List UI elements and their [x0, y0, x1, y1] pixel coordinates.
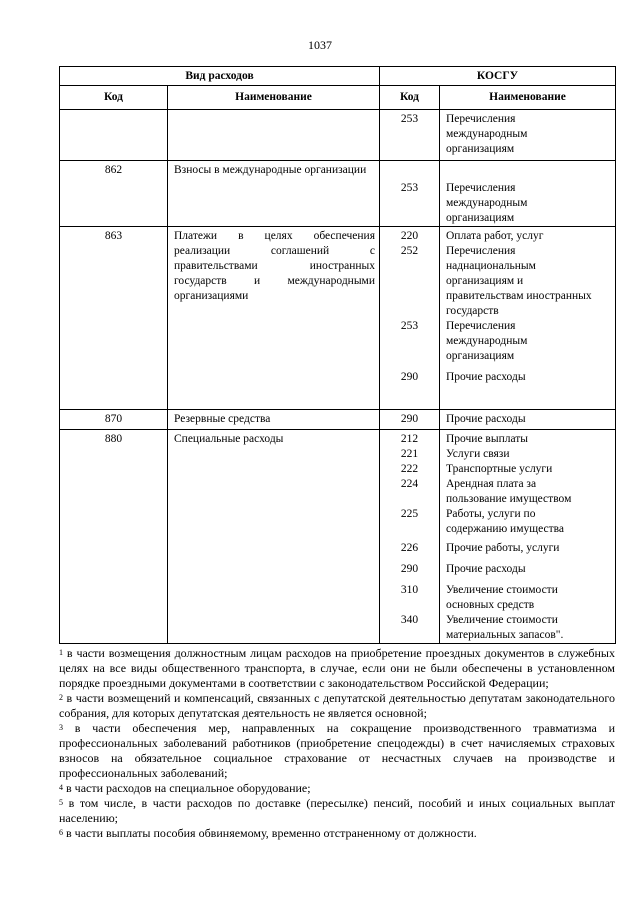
footnote-mark: 5 [59, 798, 63, 807]
kosgu-code: 252 [400, 245, 419, 257]
kosgu-name-cell [440, 110, 616, 161]
kosgu-name-line: Перечисления [446, 113, 516, 125]
footnote-mark: 1 [59, 648, 63, 657]
kosgu-code: 290 [400, 371, 419, 383]
kosgu-name-line: Прочие расходы [446, 413, 526, 425]
kosgu-code: 212 [400, 433, 419, 445]
kosgu-name-line: Перечисления [446, 320, 516, 332]
header-code: Код [60, 86, 168, 110]
kosgu-name-cell [440, 410, 616, 430]
kosgu-code-cell [380, 110, 440, 161]
kosgu-code: 253 [400, 113, 419, 125]
expense-name [168, 110, 380, 161]
expense-code [60, 110, 168, 161]
kosgu-code: 253 [400, 182, 419, 194]
kosgu-code: 253 [400, 320, 419, 332]
kosgu-code: 224 [400, 478, 419, 490]
kosgu-name-cell [440, 161, 616, 227]
footnote [59, 646, 615, 691]
header-name: Наименование [168, 86, 380, 110]
kosgu-code: 220 [400, 230, 419, 242]
kosgu-name-line: Прочие расходы [446, 563, 526, 575]
kosgu-code-cell [380, 430, 440, 644]
expense-classification-table [59, 66, 616, 644]
kosgu-code-cell [380, 410, 440, 430]
kosgu-name-line: правительствам иностранных [446, 290, 592, 302]
kosgu-name-line: содержанию имущества [446, 523, 564, 535]
footnote [59, 781, 615, 796]
kosgu-code: 225 [400, 508, 419, 520]
kosgu-code: 226 [400, 542, 419, 554]
kosgu-name-line: Прочие работы, услуги [446, 542, 560, 554]
kosgu-name-line: международным [446, 335, 528, 347]
kosgu-name-line: международным [446, 197, 528, 209]
kosgu-name-line: Прочие выплаты [446, 433, 529, 445]
kosgu-code-cell [380, 227, 440, 410]
footnote-mark: 6 [59, 828, 63, 837]
footnote-text: в части расходов на специальное оборудование; [66, 781, 311, 795]
expense-code: 870 [60, 410, 168, 430]
header-expense-type: Вид расходов [60, 67, 380, 86]
table-row [60, 410, 616, 430]
kosgu-name-line: государств [446, 305, 499, 317]
kosgu-name-line: Прочие расходы [446, 371, 526, 383]
footnote-mark: 3 [59, 723, 63, 732]
kosgu-name-line: Арендная плата за [446, 478, 537, 490]
kosgu-name-cell [440, 430, 616, 644]
table-row [60, 227, 616, 410]
kosgu-name-cell [440, 227, 616, 410]
kosgu-name-line: Оплата работ, услуг [446, 230, 544, 242]
kosgu-name-line: Перечисления [446, 182, 516, 194]
expense-code: 862 [60, 161, 168, 227]
expense-name: Резервные средства [168, 410, 380, 430]
expense-code: 880 [60, 430, 168, 644]
kosgu-name-line: основных средств [446, 599, 535, 611]
kosgu-name-line: организациям [446, 350, 515, 362]
footnote-text: в части возмещения должностным лицам расходов на приобретение проездных документов в служебных целях на все виды общественного транспорта, в случае, если они не были обеспечены в установленном порядке проездными документами в соответствии с законодательством Российской Федерации; [59, 646, 615, 690]
header-kosgu-code: Код [380, 86, 440, 110]
table-row [60, 430, 616, 644]
kosgu-name-line: Увеличение стоимости [446, 614, 558, 626]
kosgu-code: 310 [400, 584, 419, 596]
kosgu-name-line: Увеличение стоимости [446, 584, 558, 596]
footnote-text: в части выплаты пособия обвиняемому, временно отстраненному от должности. [66, 826, 477, 840]
kosgu-name-line: пользование имуществом [446, 493, 572, 505]
header-kosgu-name: Наименование [440, 86, 616, 110]
kosgu-name-line: Работы, услуги по [446, 508, 536, 520]
kosgu-code: 221 [400, 448, 419, 460]
expense-name: Платежи в целях обеспечения реализации соглашений с правительствами иностранных государств и международными организациями [168, 227, 380, 410]
footnotes [59, 646, 615, 841]
footnote-mark: 4 [59, 783, 63, 792]
table-row [60, 110, 616, 161]
table-body [60, 110, 616, 644]
kosgu-code: 290 [400, 413, 419, 425]
kosgu-name-line: организациям и [446, 275, 524, 287]
kosgu-name-line: Перечисления [446, 245, 516, 257]
footnote [59, 721, 615, 781]
footnote [59, 826, 615, 841]
kosgu-name-line: материальных запасов". [446, 629, 564, 641]
expense-code: 863 [60, 227, 168, 410]
kosgu-code: 290 [400, 563, 419, 575]
kosgu-name-line: международным [446, 128, 528, 140]
kosgu-name-line: Услуги связи [446, 448, 510, 460]
kosgu-code: 340 [400, 614, 419, 626]
kosgu-name-line: Транспортные услуги [446, 463, 553, 475]
table-row [60, 161, 616, 227]
kosgu-name-line: организациям [446, 212, 515, 224]
expense-name: Специальные расходы [168, 430, 380, 644]
footnote [59, 691, 615, 721]
footnote-text: в том числе, в части расходов по доставке (пересылке) пенсий, пособий и иных социальных выплат населению; [59, 796, 616, 825]
footnote-text: в части обеспечения мер, направленных на сокращение производственного травматизма и профессиональных заболеваний работников (приобретение спецодежды) в счет начисляемых страховых взносов на обязательное социальное страхование от несчастных случаев на производстве и профессиональных заболеваний; [59, 721, 616, 780]
kosgu-code-cell [380, 161, 440, 227]
footnote-text: в части возмещений и компенсаций, связанных с депутатской деятельностью депутатам законодательного собрания, для которых депутатская деятельность не является основной; [59, 691, 616, 720]
header-kosgu: КОСГУ [380, 67, 616, 86]
footnote-mark: 2 [59, 693, 63, 702]
page-number: 1037 [308, 38, 332, 52]
kosgu-code: 222 [400, 463, 419, 475]
footnote [59, 796, 615, 826]
kosgu-name-line: организациям [446, 143, 515, 155]
expense-name: Взносы в международные организации [168, 161, 380, 227]
kosgu-name-line: наднациональным [446, 260, 536, 272]
